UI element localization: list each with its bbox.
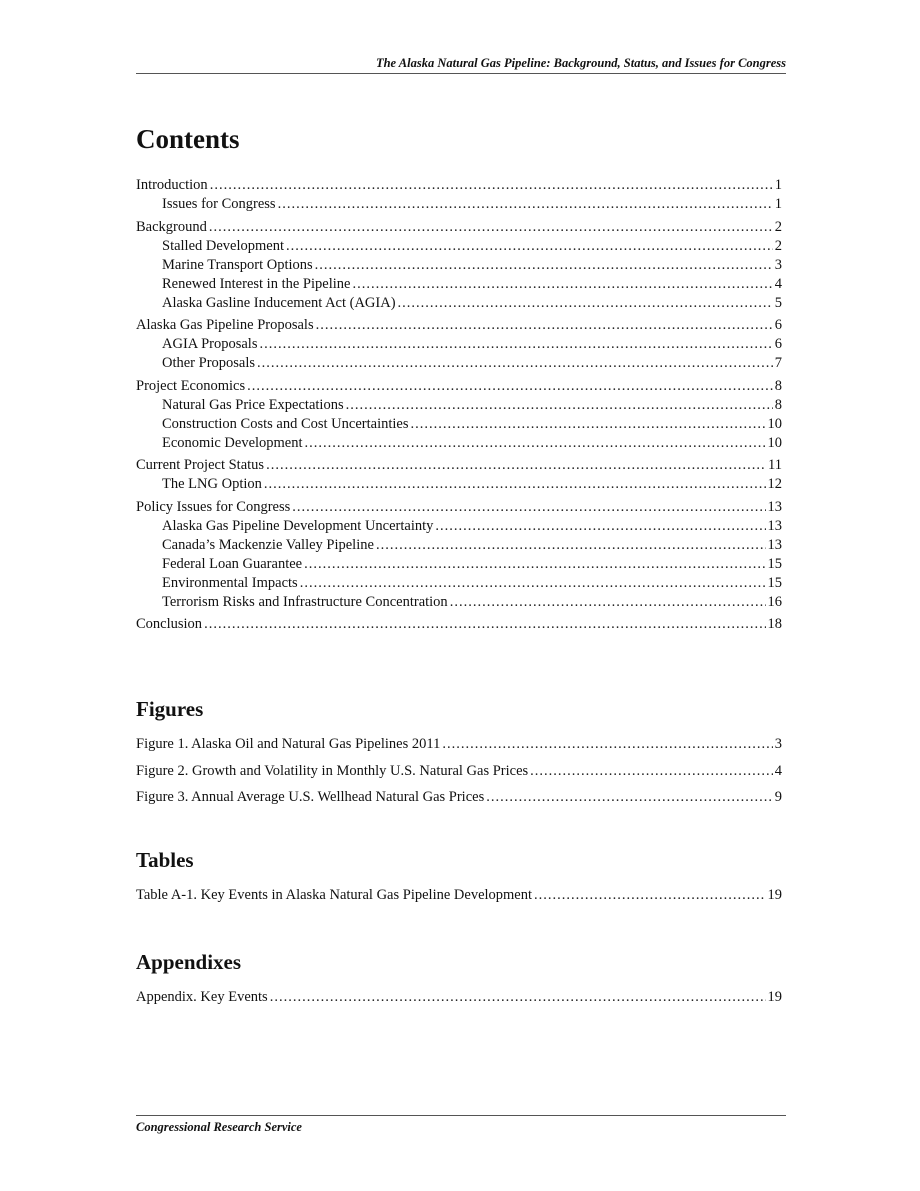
toc-entry-page: 8 [774, 377, 782, 394]
toc-entry[interactable] [136, 275, 782, 294]
toc-entry-label: Alaska Gas Pipeline Proposals [136, 317, 314, 333]
toc-entry-label: Natural Gas Price Expectations [162, 396, 344, 413]
dot-leader [286, 237, 773, 256]
dot-leader [304, 555, 765, 574]
dot-leader [316, 316, 773, 335]
figure-entry-label: Figure 2. Growth and Volatility in Monthly U.S. Natural Gas Prices [136, 762, 529, 779]
toc-entry-label: Alaska Gasline Inducement Act (AGIA) [162, 294, 396, 311]
toc-entry-page: 5 [774, 294, 782, 311]
figures-list [136, 735, 782, 815]
toc-entry-label: Environmental Impacts [162, 574, 298, 591]
appendix-entry[interactable] [136, 988, 782, 1007]
table-entry-label: Table A-1. Key Events in Alaska Natural Gas Pipeline Development [136, 887, 533, 903]
table-entry-page: 19 [767, 887, 782, 903]
toc-entry[interactable] [136, 574, 782, 593]
toc-entry-label: Background [136, 218, 207, 235]
dot-leader [435, 517, 765, 536]
toc-entry[interactable] [136, 294, 782, 313]
toc-entry-label: Policy Issues for Congress [136, 498, 291, 515]
toc-entry[interactable] [136, 335, 782, 354]
toc-entry-label: Renewed Interest in the Pipeline [162, 275, 351, 292]
figure-entry[interactable] [136, 762, 782, 781]
dot-leader [210, 176, 773, 195]
toc-entry-page: 11 [768, 457, 782, 473]
toc-entry[interactable] [136, 195, 782, 214]
table-entry[interactable] [136, 886, 782, 905]
dot-leader [278, 195, 773, 214]
dot-leader [346, 396, 773, 415]
dot-leader [270, 988, 766, 1007]
toc-entry-label: Conclusion [136, 616, 203, 632]
dot-leader [352, 275, 772, 294]
toc-entry[interactable] [136, 237, 782, 256]
dot-leader [204, 615, 765, 634]
toc-entry[interactable] [136, 456, 782, 475]
footer-rule [136, 1115, 786, 1116]
toc-entry-page: 7 [774, 355, 782, 371]
dot-leader [486, 788, 773, 807]
toc-entry[interactable] [136, 498, 782, 517]
figure-entry[interactable] [136, 788, 782, 807]
dot-leader [398, 294, 773, 313]
toc-entry[interactable] [136, 555, 782, 574]
toc-entry[interactable] [136, 396, 782, 415]
toc-entry-label: Other Proposals [162, 355, 256, 371]
toc-entry-label: Current Project Status [136, 457, 265, 473]
tables-heading: Tables [136, 848, 194, 872]
toc-entry-page: 12 [767, 476, 782, 492]
toc-entry[interactable] [136, 536, 782, 555]
toc-entry-page: 13 [767, 536, 782, 553]
toc-entry-page: 13 [767, 517, 782, 534]
dot-leader [376, 536, 766, 555]
toc-entry-label: Economic Development [162, 434, 303, 451]
dot-leader [410, 415, 765, 434]
toc-entry[interactable] [136, 615, 782, 634]
figures-heading: Figures [136, 697, 204, 721]
toc-entry-page: 1 [774, 196, 782, 212]
appendix-entry-label: Appendix. Key Events [136, 989, 268, 1005]
appendixes-list [136, 988, 782, 1007]
toc-entry-label: Federal Loan Guarantee [162, 555, 303, 572]
appendixes-heading: Appendixes [136, 950, 242, 974]
toc-entry-label: Construction Costs and Cost Uncertainties [162, 415, 409, 432]
toc-entry-page: 13 [767, 498, 782, 515]
toc-entry[interactable] [136, 434, 782, 453]
toc-entry[interactable] [136, 176, 782, 195]
toc-entry-label: Project Economics [136, 377, 246, 394]
dot-leader [450, 593, 766, 612]
figure-entry-page: 9 [774, 789, 782, 805]
toc-entry-page: 10 [767, 415, 782, 432]
dot-leader [264, 475, 766, 494]
toc-entry-page: 1 [774, 177, 782, 193]
toc-entry[interactable] [136, 475, 782, 494]
dot-leader [209, 218, 773, 237]
dot-leader [442, 735, 772, 754]
toc-entry-label: Alaska Gas Pipeline Development Uncertainty [162, 517, 434, 534]
running-header: The Alaska Natural Gas Pipeline: Background, Status, and Issues for Congress [375, 56, 786, 70]
toc-entry[interactable] [136, 354, 782, 373]
tables-list [136, 886, 782, 905]
dot-leader [266, 456, 766, 475]
figure-entry-page: 3 [774, 736, 782, 752]
toc-entry-page: 3 [774, 256, 782, 273]
toc-entry-page: 8 [774, 396, 782, 413]
dot-leader [305, 434, 766, 453]
toc-entry[interactable] [136, 256, 782, 275]
header-rule [136, 73, 786, 74]
contents-list [136, 176, 782, 634]
toc-entry-page: 15 [767, 555, 782, 572]
toc-entry-page: 10 [767, 434, 782, 451]
toc-entry-label: Marine Transport Options [162, 256, 313, 273]
toc-entry[interactable] [136, 415, 782, 434]
toc-entry-label: The LNG Option [162, 476, 262, 492]
toc-entry[interactable] [136, 377, 782, 396]
toc-entry[interactable] [136, 218, 782, 237]
dot-leader [259, 335, 772, 354]
toc-entry-label: Terrorism Risks and Infrastructure Concentration [162, 593, 448, 610]
toc-entry-page: 18 [767, 616, 782, 632]
toc-entry[interactable] [136, 593, 782, 612]
footer-text: Congressional Research Service [136, 1120, 302, 1134]
contents-heading: Contents [136, 124, 240, 154]
dot-leader [247, 377, 773, 396]
toc-entry-page: 2 [774, 237, 782, 254]
toc-entry-page: 6 [774, 317, 782, 333]
figure-entry-label: Figure 1. Alaska Oil and Natural Gas Pipelines 2011 [136, 736, 441, 752]
toc-entry-label: Canada’s Mackenzie Valley Pipeline [162, 536, 374, 553]
toc-entry-page: 6 [774, 336, 782, 352]
toc-entry-label: AGIA Proposals [162, 336, 258, 352]
dot-leader [315, 256, 773, 275]
dot-leader [534, 886, 765, 905]
toc-entry-label: Introduction [136, 177, 208, 193]
figure-entry[interactable] [136, 735, 782, 754]
dot-leader [292, 498, 765, 517]
figure-entry-page: 4 [774, 762, 782, 779]
toc-entry-page: 16 [767, 593, 782, 610]
toc-entry[interactable] [136, 316, 782, 335]
toc-entry-label: Issues for Congress [162, 196, 276, 212]
toc-entry-page: 4 [774, 275, 782, 292]
dot-leader [530, 762, 773, 781]
dot-leader [300, 574, 766, 593]
toc-entry-page: 2 [774, 218, 782, 235]
figure-entry-label: Figure 3. Annual Average U.S. Wellhead Natural Gas Prices [136, 789, 485, 805]
dot-leader [257, 354, 773, 373]
toc-entry-label: Stalled Development [162, 237, 285, 254]
toc-entry[interactable] [136, 517, 782, 536]
toc-entry-page: 15 [767, 574, 782, 591]
appendix-entry-page: 19 [767, 989, 782, 1005]
